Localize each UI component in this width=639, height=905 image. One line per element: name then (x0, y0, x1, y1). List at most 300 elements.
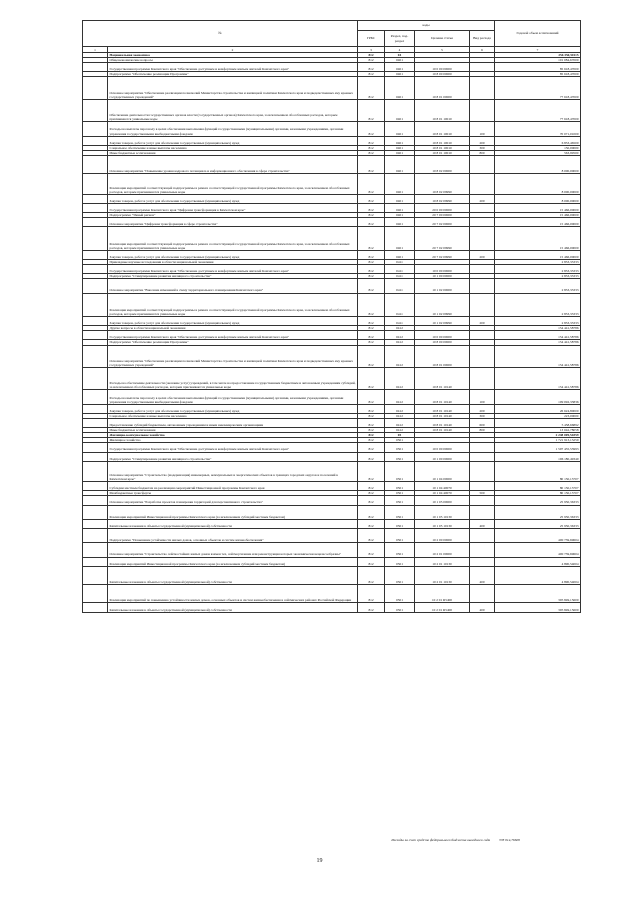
cell-name: Субсидии местным бюджетам на реализацию мероприятий Инвестиционной программы Камчатского края (108, 482, 358, 491)
cell-expense-type (470, 367, 495, 389)
cell-num (83, 203, 108, 212)
cell-grbs: 812 (358, 461, 385, 481)
table-row (83, 404, 581, 413)
cell-grbs: 812 (358, 136, 385, 145)
cell-grbs: 812 (358, 274, 385, 279)
cell-grbs: 812 (358, 557, 385, 566)
cell-amount: 150,00000 (495, 145, 581, 150)
header-number: № (83, 21, 358, 47)
table-row (83, 461, 581, 481)
cell-amount: 563,99500 (495, 150, 581, 155)
cell-amount: 154 441,58786 (495, 340, 581, 345)
cell-expense-type: 400 (470, 519, 495, 528)
cell-name: Закупка товаров, работ и услуг для обеспечения государственных (муниципальных) нужд (108, 404, 358, 413)
cell-amount: 25 950,36333 (495, 505, 581, 519)
cell-section: 0411 (385, 259, 415, 264)
cell-grbs: 812 (358, 413, 385, 418)
cell-section: 0401 (385, 58, 415, 63)
cell-section: 0412 (385, 367, 415, 389)
cell-section: 0401 (385, 218, 415, 227)
cell-grbs: 812 (358, 326, 385, 331)
header-target-article: Целевая статья (415, 31, 470, 47)
cell-name: Государственная программа Камчатского края "Обеспечение доступным и комфортным жильем жителей Камчатского края" (108, 63, 358, 72)
cell-name: Прикладные научные исследования в области национальной экономики (108, 259, 358, 264)
cell-grbs: 812 (358, 519, 385, 528)
column-number: 6 (470, 47, 495, 53)
cell-grbs: 812 (358, 227, 385, 250)
cell-expense-type (470, 63, 495, 72)
cell-amount: 2 833,33333 (495, 259, 581, 264)
cell-name: Основное мероприятие "Строительство (модернизация) инженерных, коммунальных и энергетических объектов в границах городских округов и поселений в Камчатском крае" (108, 461, 358, 481)
cell-name: Государственная программа Камчатского края "Обеспечение доступным и комфортным жильем жителей Камчатского края" (108, 265, 358, 274)
cell-expense-type (470, 529, 495, 543)
cell-name: Подпрограмма "Умный регион" (108, 213, 358, 218)
cell-amount: 2 833,33333 (495, 265, 581, 274)
cell-name: Общеэкономические вопросы (108, 58, 358, 63)
cell-section: 0501 (385, 443, 415, 452)
table-row (83, 543, 581, 557)
cell-grbs: 812 (358, 603, 385, 612)
column-number: 1 (83, 47, 108, 53)
cell-num (83, 496, 108, 505)
cell-name: Основное мероприятие "Внесение изменений в схему территориального планирования Камчатского края" (108, 279, 358, 293)
cell-section: 0401 (385, 136, 415, 145)
table-row (83, 293, 581, 316)
cell-name: Реализация мероприятий по повышению устойчивости жилых домов, основных объектов и систем жизнеобеспечения в сейсмических районах Российской Федерации (108, 585, 358, 603)
cell-name: Реализация мероприятий соответствующей подпрограммы в рамках соответствующей государственной программы Камчатского края, за исключением обособленных расходов, которым присваиваются уникальные коды (108, 227, 358, 250)
cell-expense-type: 400 (470, 566, 495, 584)
cell-grbs: 812 (358, 331, 385, 340)
header-expense-type: Вид расхода (470, 31, 495, 47)
cell-target-article: 10 8 02 09990 (415, 174, 470, 194)
cell-num (83, 136, 108, 145)
cell-section: 0401 (385, 213, 415, 218)
cell-name: Расходы на обеспечение деятельности (оказание услуг) учреждений, в том числе на предоставление государственным бюджетным и автономным учреждениям субсидий, за исключением обособленных расходов, которым присваиваются уникальные коды (108, 367, 358, 389)
table-row (83, 250, 581, 259)
cell-name: Национальная экономика (108, 53, 358, 58)
cell-expense-type (470, 345, 495, 367)
cell-section: 0501 (385, 603, 415, 612)
cell-grbs: 812 (358, 145, 385, 150)
header-codes: коды (358, 21, 495, 31)
cell-expense-type (470, 155, 495, 173)
cell-target-article: 10 1 02 09990 (415, 317, 470, 326)
cell-amount: 80 150,13707 (495, 461, 581, 481)
table-row (83, 174, 581, 194)
cell-name: Реализация мероприятий соответствующей подпрограммы в рамках соответствующей государственной программы Камчатского края, за исключением обособленных расходов, которым присваиваются уникальные коды (108, 174, 358, 194)
cell-name: Реализация мероприятий Инвестиционной программы Камчатского края (за исключением субсидий местным бюджетам) (108, 505, 358, 519)
cell-section: 0411 (385, 274, 415, 279)
cell-grbs: 812 (358, 390, 385, 404)
cell-expense-type (470, 461, 495, 481)
cell-target-article: 10 8 01 10140 (415, 428, 470, 433)
cell-name: Жилищное хозяйство (108, 438, 358, 443)
cell-num (83, 174, 108, 194)
cell-amount: 5 458,66892 (495, 418, 581, 427)
cell-expense-type (470, 279, 495, 293)
cell-grbs: 812 (358, 404, 385, 413)
cell-name: Государственная программа Камчатского края "Цифровая трансформация в Камчатском крае" (108, 203, 358, 212)
cell-name: Расходы на выплаты персоналу в целях обеспечения выполнения функций государственными (муниципальными) органами, казенными учреждениями, органами управления государственными внебюджетными фондами (108, 122, 358, 136)
cell-grbs: 812 (358, 317, 385, 326)
cell-section: 0501 (385, 496, 415, 505)
cell-section: 0501 (385, 566, 415, 584)
cell-amount: 154 441,58786 (495, 367, 581, 389)
cell-amount: 2 833,33333 (495, 274, 581, 279)
cell-grbs: 812 (358, 150, 385, 155)
cell-num (83, 443, 108, 452)
cell-grbs: 812 (358, 53, 385, 58)
table-row (83, 443, 581, 452)
cell-name: Расходы на выплаты персоналу в целях обеспечения выполнения функций государственными (муниципальными) органами, казенными учреждениями, органами управления государственными внебюджетными фондами (108, 390, 358, 404)
cell-expense-type (470, 77, 495, 99)
cell-target-article: 10 1 05 00000 (415, 496, 470, 505)
cell-target-article: 10 1 00 00000 (415, 452, 470, 461)
cell-section: 0501 (385, 585, 415, 603)
cell-amount: 196 180,49340 (495, 452, 581, 461)
cell-section: 0401 (385, 194, 415, 203)
cell-grbs: 812 (358, 345, 385, 367)
cell-expense-type: 200 (470, 250, 495, 259)
cell-num (83, 367, 108, 389)
cell-section: 0411 (385, 279, 415, 293)
cell-expense-type: 200 (470, 404, 495, 413)
table-row (83, 317, 581, 326)
cell-num (83, 390, 108, 404)
budget-table (82, 20, 581, 613)
budget-rows (83, 53, 581, 613)
cell-name: Подпрограмма "Повышение устойчивости жилых домов, основных объектов и систем жизнеобеспечения" (108, 529, 358, 543)
cell-expense-type (470, 585, 495, 603)
table-row (83, 203, 581, 212)
cell-amount: 223,00000 (495, 413, 581, 418)
table-row (83, 279, 581, 293)
cell-section: 0501 (385, 461, 415, 481)
cell-section: 0401 (385, 150, 415, 155)
cell-amount: 15 466,00000 (495, 250, 581, 259)
cell-num (83, 63, 108, 72)
cell-target-article: 20 7 02 00000 (415, 218, 470, 227)
cell-section: 0401 (385, 174, 415, 194)
cell-expense-type (470, 452, 495, 461)
table-row (83, 390, 581, 404)
cell-num (83, 566, 108, 584)
cell-num (83, 519, 108, 528)
cell-target-article: 10 1 02 00000 (415, 279, 470, 293)
cell-target-article: 10 1 04 00000 (415, 461, 470, 481)
cell-num (83, 452, 108, 461)
cell-section: 0401 (385, 72, 415, 77)
cell-grbs: 812 (358, 367, 385, 389)
cell-section: 0501 (385, 491, 415, 496)
table-row (83, 529, 581, 543)
cell-section: 05 (385, 433, 415, 438)
table-row (83, 122, 581, 136)
cell-num (83, 155, 108, 173)
header-grbs: ГРБС (358, 31, 385, 47)
cell-amount: 2 248 009,51859 (495, 433, 581, 438)
cell-name: Обеспечение деятельности государственных органов власти (государственных органов) Камчатского края, за исключением обособленных расходов, которым присваиваются уникальные коды (108, 99, 358, 121)
table-row (83, 367, 581, 389)
cell-num (83, 345, 108, 367)
cell-target-article: 10 8 01 10010 (415, 136, 470, 145)
cell-target-article: 10 8 01 00000 (415, 77, 470, 99)
cell-grbs: 812 (358, 529, 385, 543)
column-number: 7 (495, 47, 581, 53)
cell-grbs: 812 (358, 218, 385, 227)
cell-num (83, 482, 108, 491)
cell-grbs: 812 (358, 293, 385, 316)
cell-grbs: 812 (358, 99, 385, 121)
header-annual-volume: Годовой объем ассигнований (495, 21, 581, 47)
cell-amount: 77 618,47000 (495, 99, 581, 121)
table-row (83, 218, 581, 227)
cell-amount: 2 833,33333 (495, 317, 581, 326)
cell-amount: 15 466,00000 (495, 218, 581, 227)
cell-target-article: 10 2 01 00000 (415, 543, 470, 557)
cell-name: Другие вопросы в области национальной экономики (108, 326, 358, 331)
cell-expense-type (470, 557, 495, 566)
cell-name: Подпрограмма "Стимулирование развития жилищного строительства" (108, 452, 358, 461)
cell-section: 0401 (385, 99, 415, 121)
cell-grbs: 812 (358, 433, 385, 438)
cell-expense-type: 500 (470, 491, 495, 496)
cell-num (83, 227, 108, 250)
cell-grbs: 812 (358, 259, 385, 264)
cell-grbs: 812 (358, 122, 385, 136)
table-row (83, 557, 581, 566)
cell-grbs: 812 (358, 63, 385, 72)
cell-section: 0401 (385, 122, 415, 136)
cell-section: 0401 (385, 77, 415, 99)
cell-target-article: 10 8 00 00000 (415, 340, 470, 345)
cell-name: Подпрограмма "Стимулирование развития жилищного строительства" (108, 274, 358, 279)
cell-target-article: 20 7 00 00000 (415, 213, 470, 218)
cell-amount: 154 441,58786 (495, 326, 581, 331)
cell-section: 0401 (385, 155, 415, 173)
cell-target-article: 10 8 01 10010 (415, 150, 470, 155)
cell-num (83, 331, 108, 340)
cell-target-article: 10 1 05 10130 (415, 505, 470, 519)
cell-grbs: 812 (358, 438, 385, 443)
cell-target-article: 10 8 01 10010 (415, 145, 470, 150)
cell-target-article: 10 1 05 10130 (415, 519, 470, 528)
cell-target-article: 10 2 01 10130 (415, 557, 470, 566)
cell-grbs: 812 (358, 543, 385, 557)
cell-section: 0411 (385, 317, 415, 326)
table-row (83, 345, 581, 367)
cell-num (83, 250, 108, 259)
cell-amount: 80 150,13707 (495, 482, 581, 491)
column-number: 5 (415, 47, 470, 53)
column-number: 3 (358, 47, 385, 53)
cell-target-article: 10 0 00 00000 (415, 331, 470, 340)
cell-expense-type: 800 (470, 428, 495, 433)
cell-grbs: 812 (358, 443, 385, 452)
table-row (83, 99, 581, 121)
cell-section: 0401 (385, 250, 415, 259)
cell-target-article: 10 2 01 R5400 (415, 603, 470, 612)
cell-expense-type: 100 (470, 390, 495, 404)
table-row (83, 77, 581, 99)
cell-section: 0412 (385, 413, 415, 418)
cell-amount: 8 000,00000 (495, 174, 581, 194)
cell-num (83, 585, 108, 603)
cell-section: 0401 (385, 145, 415, 150)
cell-target-article: 10 1 02 09990 (415, 293, 470, 316)
cell-amount: 395 849,15600 (495, 603, 581, 612)
cell-grbs: 812 (358, 203, 385, 212)
cell-expense-type (470, 227, 495, 250)
cell-section: 0411 (385, 293, 415, 316)
cell-num (83, 505, 108, 519)
cell-section: 0501 (385, 452, 415, 461)
cell-expense-type (470, 543, 495, 557)
cell-amount: 4 890,54004 (495, 557, 581, 566)
cell-grbs: 812 (358, 250, 385, 259)
cell-name: Закупка товаров, работ и услуг для обеспечения государственных (муниципальных) нужд (108, 194, 358, 203)
cell-num (83, 279, 108, 293)
cell-name: Предоставление субсидий бюджетным, автономным учреждениям и иным некоммерческим организациям (108, 418, 358, 427)
cell-section: 0412 (385, 404, 415, 413)
cell-target-article: 10 0 00 00000 (415, 63, 470, 72)
cell-name: Основное мероприятие "Обеспечение реализации полномочий Министерства строительства и жилищной политики Камчатского края и подведомственных ему краевых государственных учреждений" (108, 345, 358, 367)
cell-expense-type: 100 (470, 122, 495, 136)
cell-grbs: 812 (358, 279, 385, 293)
cell-name: Жилищно-коммунальное хозяйство (108, 433, 358, 438)
cell-amount: 154 441,58786 (495, 345, 581, 367)
cell-amount: 1 597 435,53993 (495, 443, 581, 452)
cell-amount: 15 466,00000 (495, 203, 581, 212)
cell-grbs: 812 (358, 340, 385, 345)
cell-section: 0501 (385, 482, 415, 491)
table-row (83, 505, 581, 519)
cell-amount: 4 890,54004 (495, 566, 581, 584)
cell-num (83, 265, 108, 274)
cell-amount: 85 618,47000 (495, 72, 581, 77)
cell-expense-type (470, 99, 495, 121)
cell-section: 04 (385, 53, 415, 58)
cell-amount: 8 000,00000 (495, 194, 581, 203)
cell-expense-type: 400 (470, 603, 495, 612)
cell-expense-type (470, 496, 495, 505)
cell-amount: 80 150,13707 (495, 491, 581, 496)
cell-amount: 101 084,67000 (495, 58, 581, 63)
cell-name: Иные бюджетные ассигнования (108, 150, 358, 155)
cell-grbs: 812 (358, 566, 385, 584)
cell-amount: 6 833,46500 (495, 136, 581, 145)
cell-amount: 256 350,50115 (495, 53, 581, 58)
footnote (82, 838, 580, 842)
cell-amount: 25 950,36333 (495, 496, 581, 505)
table-row (83, 452, 581, 461)
cell-target-article: 10 2 01 10130 (415, 566, 470, 584)
cell-num (83, 218, 108, 227)
cell-name: Закупка товаров, работ и услуг для обеспечения государственных (муниципальных) нужд (108, 317, 358, 326)
cell-expense-type: 200 (470, 194, 495, 203)
cell-target-article: 10 8 01 10010 (415, 99, 470, 121)
cell-amount: 85 618,47000 (495, 63, 581, 72)
cell-section: 0412 (385, 326, 415, 331)
cell-section: 0501 (385, 529, 415, 543)
cell-amount: 2 833,33333 (495, 279, 581, 293)
cell-name: Реализация мероприятий Инвестиционной программы Камчатского края (за исключением субсидий местным бюджетам) (108, 557, 358, 566)
cell-expense-type (470, 482, 495, 491)
cell-target-article: 10 8 01 10140 (415, 418, 470, 427)
cell-target-article: 10 0 00 00000 (415, 443, 470, 452)
cell-name: Социальное обеспечение и иные выплаты населению (108, 413, 358, 418)
cell-target-article: 10 1 04 40070 (415, 491, 470, 496)
page-number: 19 (316, 858, 323, 864)
cell-num (83, 603, 108, 612)
table-row (83, 519, 581, 528)
cell-num (83, 122, 108, 136)
cell-amount: 13 042,78058 (495, 428, 581, 433)
cell-target-article: 10 2 01 R5400 (415, 585, 470, 603)
cell-expense-type: 600 (470, 418, 495, 427)
cell-num (83, 557, 108, 566)
cell-num (83, 461, 108, 481)
cell-grbs: 812 (358, 194, 385, 203)
footnote-text: Расходы за счет средств федерального бюджета выходного года (391, 838, 491, 842)
cell-expense-type (470, 203, 495, 212)
cell-grbs: 812 (358, 418, 385, 427)
cell-section: 0501 (385, 505, 415, 519)
cell-num (83, 529, 108, 543)
column-number: 2 (108, 47, 358, 53)
cell-target-article: 10 8 02 00000 (415, 155, 470, 173)
cell-section: 0412 (385, 418, 415, 427)
cell-name: Государственная программа Камчатского края "Обеспечение доступным и комфортным жильем жителей Камчатского края" (108, 331, 358, 340)
cell-amount: 15 466,00000 (495, 227, 581, 250)
cell-amount: 77 618,47000 (495, 77, 581, 99)
cell-grbs: 812 (358, 213, 385, 218)
cell-amount: 1 721 913,13259 (495, 438, 581, 443)
cell-section: 0501 (385, 519, 415, 528)
cell-grbs: 812 (358, 505, 385, 519)
cell-target-article: 10 8 01 10140 (415, 390, 470, 404)
cell-target-article: 10 8 01 10010 (415, 122, 470, 136)
cell-amount: 70 071,01000 (495, 122, 581, 136)
footnote-sum: 378 014,76600 (499, 838, 520, 842)
cell-amount: 15 466,00000 (495, 213, 581, 218)
cell-target-article: 10 0 00 00000 (415, 265, 470, 274)
cell-num (83, 99, 108, 121)
table-row (83, 136, 581, 145)
cell-grbs: 812 (358, 77, 385, 99)
cell-name: Капитальные вложения в объекты государственной (муниципальной) собственности (108, 603, 358, 612)
cell-section: 0412 (385, 428, 415, 433)
cell-grbs: 812 (358, 265, 385, 274)
cell-target-article: 10 8 02 09990 (415, 194, 470, 203)
cell-grbs: 812 (358, 72, 385, 77)
cell-name: Закупка товаров, работ и услуг для обеспечения государственных (муниципальных) нужд (108, 136, 358, 145)
cell-name: Капитальные вложения в объекты государственной (муниципальной) собственности (108, 566, 358, 584)
cell-expense-type: 800 (470, 150, 495, 155)
cell-amount: 400 739,69604 (495, 529, 581, 543)
cell-amount: 8 000,00000 (495, 155, 581, 173)
cell-amount: 25 950,36333 (495, 519, 581, 528)
cell-name: Основное мероприятие "Разработка проектов планировки территорий для перспективного строительства" (108, 496, 358, 505)
cell-target-article: 20 0 00 00000 (415, 203, 470, 212)
cell-target-article: 10 8 01 10140 (415, 404, 470, 413)
table-row (83, 482, 581, 491)
cell-section: 0401 (385, 227, 415, 250)
cell-num (83, 317, 108, 326)
cell-expense-type (470, 331, 495, 340)
cell-target-article: 10 8 01 10140 (415, 413, 470, 418)
cell-name: Основное мероприятие "Повышение уровня кадрового потенциала и информационного обеспечения в сфере строительства" (108, 155, 358, 173)
